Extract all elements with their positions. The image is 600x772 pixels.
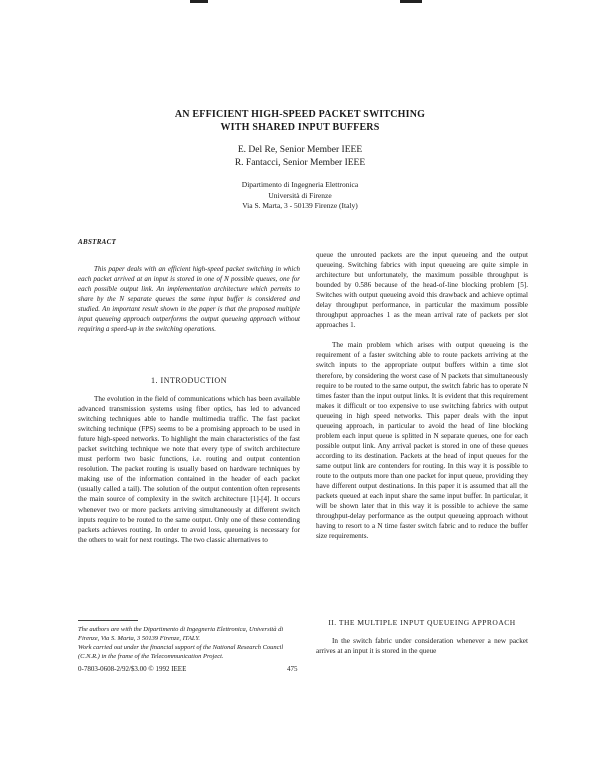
section-1-paragraph: The evolution in the field of communications which has been available advanced transmission systems using fiber optics, has led to advanced switching techniques able to handle multimedia traffic. The fast packet switching technique (FPS) seems to be a promising approach to be used in future high-speed networks. To highlight the main characteristics of the fast packet switching technique we note that every type of switch architecture must perform two basic functions, i.e. routing and output contention resolution. The packet routing is usually based on hardware techniques by making use of the information contained in the header of each packet (usually called a tail). The solution of the output contention often represents the main source of complexity in the switch architecture [1]-[4]. It occurs whenever two or more packets arriving simultaneously at different switch inputs require to be routed to the same output. Only one of these contending packets achieves routing. In order to avoid loss, queueing is necessary for the others to wait for next routings. The two classic alternatives to: [78, 395, 300, 544]
affiliation: [160, 180, 440, 212]
section-2-heading: II. THE MULTIPLE INPUT QUEUEING APPROACH: [328, 618, 516, 627]
right-paragraph-1: queue the unrouted packets are the input queueing and the output queueing. Switching fabrics with input queueing are quite simple in architecture but unfortunately, the maximum possible throughput is bounded by 0.586 because of the head-of-line blocking problem [5]. Switches with output queueing avoid this drawback and achieve optimal delay throughput performance, in particular the maximum possible throughput approaches 1 as the mean arrival rate of packets per slot approaches 1.: [316, 251, 528, 330]
author-list: [150, 144, 450, 170]
section-1-body: [78, 394, 300, 545]
right-paragraph-2: The main problem which arises with output queueing is the requirement of a faster switching able to route packets arriving at the switch inputs to the appropriate output buffers within a time slot therefore, by considering the worst case of N packets that simultaneously require to be routed to the same output, the switch fabric has to operate N times faster than the input output links. It is evident that this requirement makes it difficult or too expensive to use switching fabrics with output queueing in high speed networks. This paper deals with the input queueing approach, in particular to avoid the head of line blocking problem each input queue is splitted in N separate queues, one for each possible output link. Any arrival packet is stored in one of these queues according to its destination. Packets at the head of input queues for the same output link are contenders for routing. In this way it is possible to route to the outputs more than one packet for input queue, providing they have different output destinations. In this paper it is assumed that all the packets queued at each input share the same input buffer. In particular, it will be shown later that in this way it is possible to achieve the same throughput-delay performance as the output queueing approach without having to resort to a N time faster switch fabric and to reduce the buffer size requirements.: [316, 341, 528, 541]
abstract-heading: ABSTRACT: [78, 238, 117, 246]
affiliation-line-3: Via S. Marta, 3 - 50139 Firenze (Italy): [242, 201, 358, 210]
top-edge-mark-right: [400, 0, 422, 3]
paper-title: [90, 108, 510, 134]
section-2-paragraph: In the switch fabric under consideration whenever a new packet arrives at an input it is stored in the queue: [316, 637, 528, 656]
affiliation-line-1: Dipartimento di Ingegneria Elettronica: [241, 180, 359, 189]
author-1: E. Del Re, Senior Member IEEE: [237, 145, 363, 155]
section-2-body: [316, 636, 528, 656]
affiliation-line-2: Università di Firenze: [268, 190, 332, 200]
top-edge-mark-left: [190, 0, 208, 3]
footnote-affiliation: The authors are with the Dipartimento di Ingegneria Elettronica, Università di Firenze, Via S. Marta, 3 50139 Firenze, ITALY.: [78, 626, 284, 642]
title-line-1: AN EFFICIENT HIGH-SPEED PACKET SWITCHING: [174, 109, 426, 120]
footnote-funding: Work carried out under the financial support of the National Research Council (C.N.R.) in the frame of the Telecommunication Project.: [78, 644, 284, 660]
right-column-body: [316, 250, 528, 541]
section-1-heading: 1. INTRODUCTION: [151, 376, 227, 385]
footnote-rule: [78, 620, 138, 621]
title-line-2: WITH SHARED INPUT BUFFERS: [220, 122, 380, 133]
page-number: 475: [287, 665, 298, 673]
author-2: R. Fantacci, Senior Member IEEE: [234, 158, 366, 168]
publication-code: 0-7803-0608-2/92/$3.00 © 1992 IEEE: [78, 665, 187, 673]
abstract-text: This paper deals with an efficient high-speed packet switching in which each packet arrived at an input is stored in one of N possible queues, one for each possible output link. An implementation architecture which permits to share by the N separate queues the same input buffer is considered and studied. An important result shown in the paper is that the proposed multiple input queueing approach outperforms the output queueing approach without requiring a speed-up in the switching operations.: [78, 265, 300, 333]
abstract-body: [78, 264, 300, 334]
